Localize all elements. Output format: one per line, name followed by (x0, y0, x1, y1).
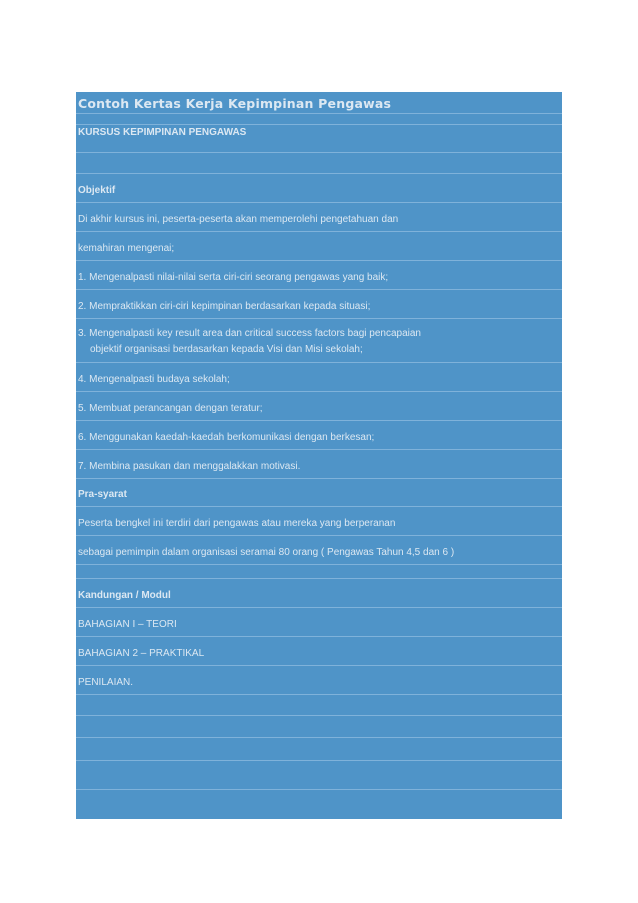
rule-line (76, 113, 562, 114)
objective-item: 5. Membuat perancangan dengan teratur; (78, 403, 263, 414)
rule-line (76, 694, 562, 695)
rule-line (76, 124, 562, 125)
rule-line (76, 202, 562, 203)
module-item: BAHAGIAN I – TEORI (78, 619, 177, 630)
rule-line (76, 789, 562, 790)
rule-line (76, 289, 562, 290)
objective-item: 6. Menggunakan kaedah-kaedah berkomunikasi dengan berkesan; (78, 432, 375, 443)
rule-line (76, 420, 562, 421)
module-item: PENILAIAN. (78, 677, 134, 688)
intro-line: kemahiran mengenai; (78, 243, 175, 254)
rule-line (76, 636, 562, 637)
rule-line (76, 152, 562, 153)
rule-line (76, 506, 562, 507)
rule-line (76, 665, 562, 666)
rule-line (76, 231, 562, 232)
rule-line (76, 715, 562, 716)
rule-line (76, 173, 562, 174)
rule-line (76, 260, 562, 261)
document-title: Contoh Kertas Kerja Kepimpinan Pengawas (78, 96, 392, 111)
content-block (76, 92, 562, 819)
objective-item: 3. Mengenalpasti key result area dan critical success factors bagi pencapaian (78, 328, 421, 339)
module-item: BAHAGIAN 2 – PRAKTIKAL (78, 648, 205, 659)
objective-item: 2. Mempraktikkan ciri-ciri kepimpinan berdasarkan kepada situasi; (78, 301, 371, 312)
rule-line (76, 578, 562, 579)
rule-line (76, 362, 562, 363)
rule-line (76, 318, 562, 319)
rule-line (76, 391, 562, 392)
objective-item-continuation: objektif organisasi berdasarkan kepada Visi dan Misi sekolah; (90, 344, 363, 355)
prereq-line: sebagai pemimpin dalam organisasi seramai 80 orang ( Pengawas Tahun 4,5 dan 6 ) (78, 547, 455, 558)
intro-line: Di akhir kursus ini, peserta-peserta akan memperolehi pengetahuan dan (78, 214, 399, 225)
prereq-heading: Pra-syarat (78, 489, 127, 500)
rule-line (76, 449, 562, 450)
rule-line (76, 607, 562, 608)
objective-item: 4. Mengenalpasti budaya sekolah; (78, 374, 230, 385)
objective-heading: Objektif (78, 185, 116, 196)
objective-item: 1. Mengenalpasti nilai-nilai serta ciri-ciri seorang pengawas yang baik; (78, 272, 389, 283)
rule-line (76, 478, 562, 479)
rule-line (76, 535, 562, 536)
objective-item: 7. Membina pasukan dan menggalakkan motivasi. (78, 461, 301, 472)
prereq-line: Peserta bengkel ini terdiri dari pengawas atau mereka yang berperanan (78, 518, 396, 529)
rule-line (76, 564, 562, 565)
rule-line (76, 760, 562, 761)
rule-line (76, 737, 562, 738)
content-heading: Kandungan / Modul (78, 590, 171, 601)
course-heading: KURSUS KEPIMPINAN PENGAWAS (78, 127, 247, 138)
